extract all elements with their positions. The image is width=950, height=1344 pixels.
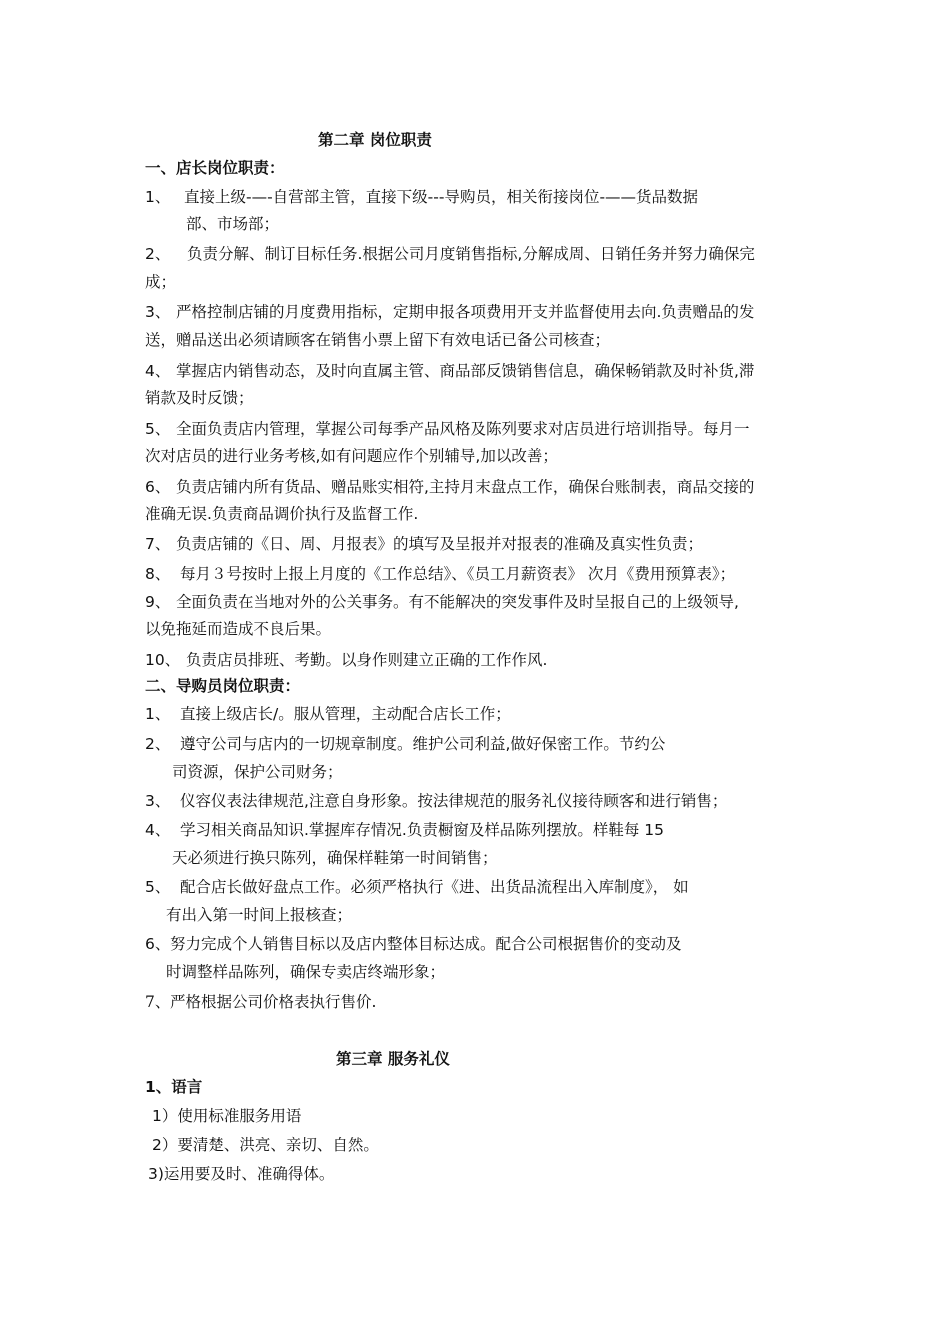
list-item: 3)运用要及时、准确得体。 <box>148 1165 335 1183</box>
list-item-text: 严格根据公司价格表执行售价. <box>170 993 377 1011</box>
list-item-text: 负责店铺内所有货品、赠品账实相符,主持月末盘点工作，确保台账制表，商品交接的 <box>176 478 755 496</box>
list-item-text: 仪容仪表法律规范,注意自身形象。按法律规范的服务礼仪接待顾客和进行销售； <box>180 792 728 810</box>
list-item-number: 6、 <box>145 478 171 496</box>
chapter-3-title: 第三章 服务礼仪 <box>336 1050 450 1068</box>
list-item-text: 以免拖延而造成不良后果。 <box>145 620 332 638</box>
section-language-heading: 1、语言 <box>145 1078 203 1096</box>
list-item-text: 有出入第一时间上报核查； <box>166 906 353 924</box>
list-item-text: 负责分解、制订目标任务.根据公司月度销售指标,分解成周、日销任务并努力确保完 <box>187 245 755 263</box>
list-item-text: 直接上级-—-自营部主管，直接下级---导购员，相关衔接岗位-——货品数据 <box>184 188 699 206</box>
list-item-number: 9、 <box>145 593 171 611</box>
list-item-text: 努力完成个人销售目标以及店内整体目标达成。配合公司根据售价的变动及 <box>170 935 682 953</box>
list-item-number: 6、 <box>145 935 171 953</box>
list-item-number: 5、 <box>145 420 171 438</box>
list-item-text: 掌握店内销售动态，及时向直属主管、商品部反馈销售信息，确保畅销款及时补货,滞 <box>176 362 755 380</box>
list-item-text: 时调整样品陈列，确保专卖店终端形象； <box>166 963 446 981</box>
list-item-text: 配合店长做好盘点工作。必须严格执行《进、出货品流程出入库制度》， 如 <box>180 878 689 896</box>
list-item-text: 全面负责店内管理，掌握公司每季产品风格及陈列要求对店员进行培训指导。每月一 <box>176 420 750 438</box>
list-item-text: 准确无误.负责商品调价执行及监督工作. <box>145 505 419 523</box>
list-item-number: 8、 <box>145 565 171 583</box>
list-item-text: 学习相关商品知识.掌握库存情况.负责橱窗及样品陈列摆放。样鞋每 15 <box>180 821 665 839</box>
list-item-text: 部、市场部； <box>186 215 280 233</box>
list-item-number: 4、 <box>145 362 171 380</box>
list-item-text: 直接上级店长/。服从管理，主动配合店长工作； <box>180 705 511 723</box>
list-item-text: 全面负责在当地对外的公关事务。有不能解决的突发事件及时呈报自己的上级领导, <box>176 593 739 611</box>
list-item-text: 销款及时反馈； <box>145 389 254 407</box>
list-item-text: 送，赠品送出必须请顾客在销售小票上留下有效电话已备公司核查； <box>145 331 611 349</box>
section-sales-assistant-heading: 二、导购员岗位职责： <box>145 677 301 695</box>
section-store-manager-heading: 一、店长岗位职责： <box>145 159 285 177</box>
list-item-number: 3、 <box>145 303 171 321</box>
chapter-2-title: 第二章 岗位职责 <box>318 131 432 149</box>
list-item-number: 7、 <box>145 535 171 553</box>
list-item: 2）要清楚、洪亮、亲切、自然。 <box>152 1136 379 1154</box>
list-item-number: 5、 <box>145 878 171 896</box>
list-item-text: 次对店员的进行业务考核,如有问题应作个别辅导,加以改善； <box>145 447 558 465</box>
list-item-number: 4、 <box>145 821 171 839</box>
list-item-text: 每月３号按时上报上月度的《工作总结》、《员工月薪资表》 次月《费用预算表》； <box>180 565 736 583</box>
list-item-number: 3、 <box>145 792 171 810</box>
list-item-number: 1、 <box>145 705 171 723</box>
list-item: 1）使用标准服务用语 <box>152 1107 302 1125</box>
list-item-text: 严格控制店铺的月度费用指标，定期申报各项费用开支并监督使用去向.负责赠品的发 <box>176 303 755 321</box>
list-item-number: 7、 <box>145 993 171 1011</box>
list-item-text: 遵守公司与店内的一切规章制度。维护公司利益,做好保密工作。节约公 <box>180 735 666 753</box>
list-item-number: 10、 <box>145 651 181 669</box>
list-item-text: 负责店铺的《日、周、月报表》的填写及呈报并对报表的准确及真实性负责； <box>176 535 704 553</box>
list-item-text: 负责店员排班、考勤。以身作则建立正确的工作作风. <box>186 651 548 669</box>
list-item-text: 成； <box>145 273 177 291</box>
list-item-text: 司资源，保护公司财务； <box>172 763 343 781</box>
list-item-number: 2、 <box>145 735 171 753</box>
list-item-number: 2、 <box>145 245 171 263</box>
list-item-text: 天必须进行换只陈列，确保样鞋第一时间销售； <box>172 849 498 867</box>
list-item-number: 1、 <box>145 188 171 206</box>
